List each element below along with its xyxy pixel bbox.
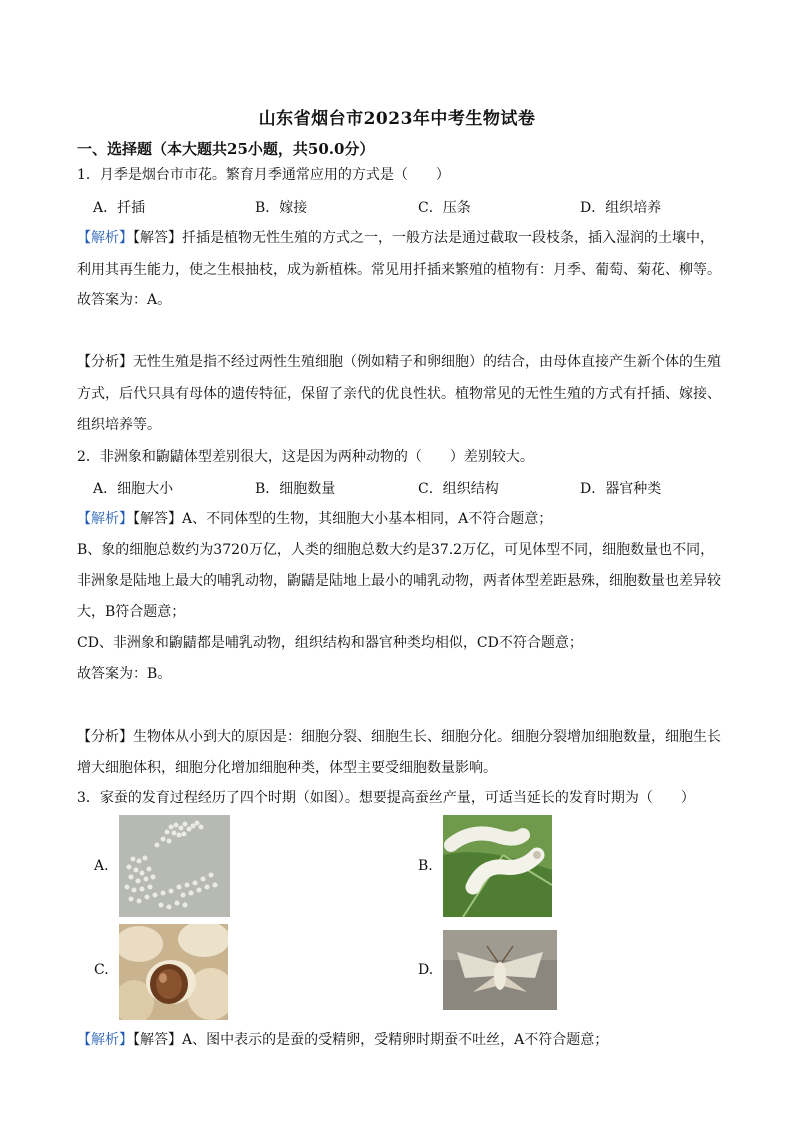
q1-answer-line-3: 故答案为：A。: [77, 292, 172, 308]
q2-analysis-line-1: 【分析】生物体从小到大的原因是：细胞分裂、细胞生长、细胞分化。细胞分裂增加细胞数量，细胞生长: [77, 729, 721, 745]
q2-answer-line-3: 非洲象是陆地上最大的哺乳动物，鼩鼱是陆地上最小的哺乳动物，两者体型差距悬殊，细胞数量也差异较: [77, 573, 721, 589]
analysis-tag: 【解析】: [77, 511, 133, 527]
answer-text: A、不同体型的生物，其细胞大小基本相同，A不符合题意；: [182, 511, 553, 527]
q2-answer-line-1: [77, 509, 552, 529]
q1-analysis-line-2: 方式，后代只具有母体的遗传特征，保留了亲代的优良性状。植物常见的无性生殖的方式有扦插、嫁接、: [77, 386, 721, 402]
q1-option-d: D．组织培养: [580, 200, 662, 216]
q2-answer-line-2: B、象的细胞总数约为3720万亿，人类的细胞总数大约是37.2万亿，可见体型不同，细胞数量也不同，: [77, 542, 715, 558]
answer-tag: 【解答】: [133, 230, 182, 246]
silkworm-moth-image: [443, 930, 557, 1010]
q3-image-label-a: A.: [94, 858, 109, 874]
q2-option-d: D．器官种类: [580, 481, 662, 497]
q1-option-b: B．嫁接: [255, 200, 308, 216]
page-title: 山东省烟台市2023年中考生物试卷: [258, 109, 536, 129]
q3-stem: 3．家蚕的发育过程经历了四个时期（如图）。想要提高蚕丝产量，可适当延长的发育时期为（ ）: [77, 790, 695, 806]
q1-stem: 1．月季是烟台市市花。繁育月季通常应用的方式是（ ）: [77, 167, 450, 183]
silkworm-larva-image: [443, 815, 552, 917]
q1-option-c: C．压条: [418, 200, 471, 216]
q2-stem: 2．非洲象和鼩鼱体型差别很大，这是因为两种动物的（ ）差别较大。: [77, 449, 534, 465]
q3-image-label-b: B.: [418, 858, 433, 874]
silkworm-eggs-image: [119, 815, 230, 917]
q1-analysis-line-1: 【分析】无性生殖是指不经过两性生殖细胞（例如精子和卵细胞）的结合，由母体直接产生新个体的生殖: [77, 354, 721, 370]
answer-tag: 【解答】: [133, 511, 182, 527]
analysis-tag: 【解析】: [77, 1032, 133, 1048]
analysis-tag: 【解析】: [77, 230, 133, 246]
q3-answer-line-1: [77, 1030, 608, 1050]
q1-option-a: A．扦插: [93, 200, 146, 216]
q1-analysis-line-3: 组织培养等。: [77, 417, 161, 433]
q2-option-b: B．细胞数量: [255, 481, 336, 497]
section-heading: 一、选择题（本大题共25小题，共50.0分）: [77, 140, 375, 158]
q2-analysis-line-2: 增大细胞体积，细胞分化增加细胞种类，体型主要受细胞数量影响。: [77, 760, 497, 776]
q2-answer-line-6: 故答案为：B。: [77, 666, 172, 682]
q2-answer-line-4: 大，B符合题意；: [77, 604, 186, 620]
q3-image-label-d: D.: [418, 962, 434, 978]
q2-answer-line-5: CD、非洲象和鼩鼱都是哺乳动物，组织结构和器官种类均相似，CD不符合题意；: [77, 635, 583, 651]
q1-answer-line-2: 利用其再生能力，使之生根抽枝，成为新植株。常见用扦插来繁殖的植物有：月季、葡萄、菊花、柳等。: [77, 262, 721, 278]
q2-option-a: A．细胞大小: [93, 481, 174, 497]
answer-text: 扦插是植物无性生殖的方式之一，一般方法是通过截取一段枝条，插入湿润的土壤中，: [182, 230, 714, 246]
q2-option-c: C．组织结构: [418, 481, 499, 497]
answer-text: A、图中表示的是蚕的受精卵，受精卵时期蚕不吐丝，A不符合题意；: [182, 1032, 609, 1048]
q1-answer-line-1: [77, 228, 714, 248]
q3-image-label-c: C.: [94, 962, 109, 978]
answer-tag: 【解答】: [133, 1032, 182, 1048]
silkworm-pupa-image: [119, 924, 228, 1020]
